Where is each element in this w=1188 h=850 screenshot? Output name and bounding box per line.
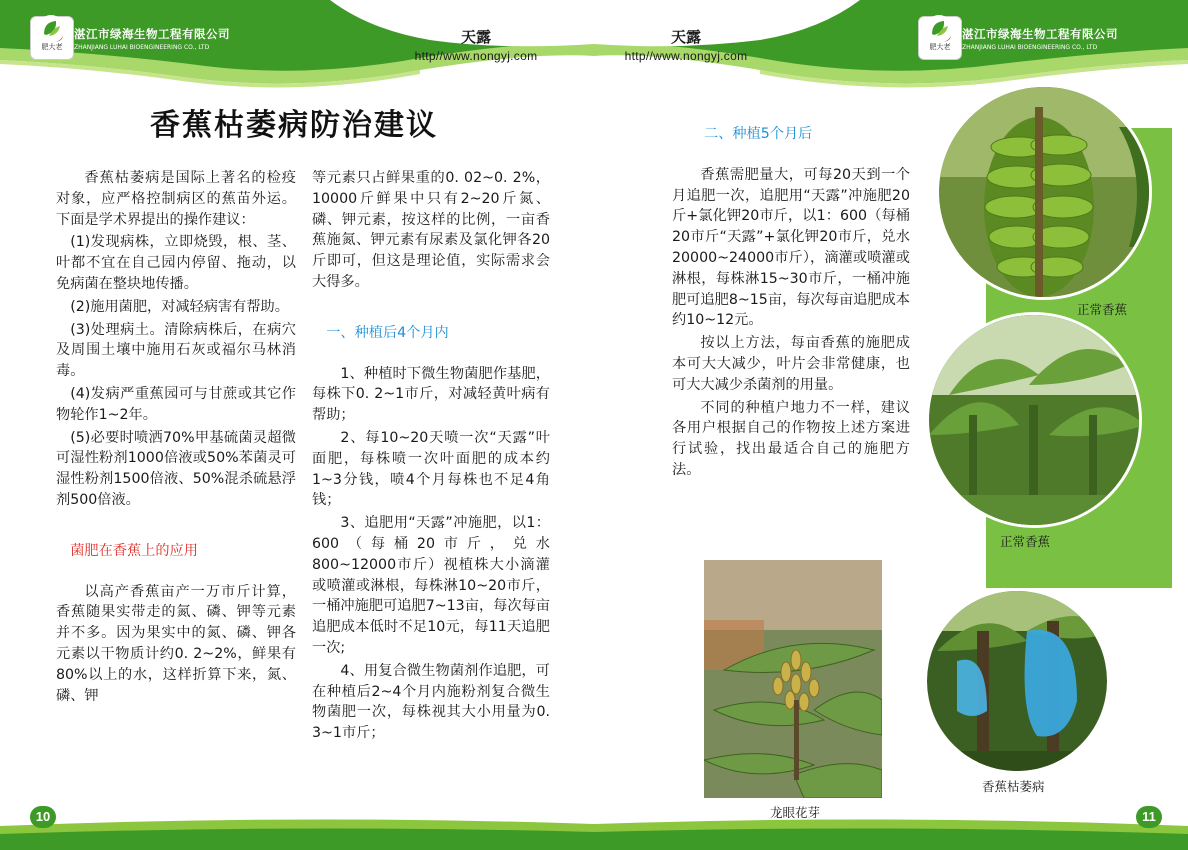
advice-item: (3)处理病土。清除病株后，在病穴及周围土壤中施用石灰或福尔马林消毒。	[56, 321, 296, 380]
section-heading: 二、种植5个月后	[704, 126, 813, 142]
advice-item: (1)发现病株，立即烧毁，根、茎、叶都不宜在自己园内停留、拖动，以免病菌在整块地传播。	[56, 234, 296, 292]
company-name-en: ZHANJIANG LUHAI BIOENGINEERING CO., LTD	[74, 43, 210, 51]
brand-block-left	[30, 14, 230, 62]
step-item: 2、每10~20天喷一次“天露”叶面肥，每株喷一次叶面肥的成本约1~3分钱，喷4个月每株也不足4角钱；	[312, 429, 550, 509]
banana-bunch-photo	[936, 84, 1152, 300]
advice-item: (2)施用菌肥，对减轻病害有帮助。	[70, 298, 289, 315]
brand-title: 天露	[460, 28, 491, 46]
body-paragraph: 香蕉需肥量大，可每20天到一个月追肥一次，追肥用“天露”冲施肥20斤+氯化钾20市斤，以1：600（每桶20市斤“天露”+氯化钾20市斤，兑水20000~24000市斤），滴灌或喷灌或淋根，每株淋15~30市斤，一桶冲施肥可追肥8~15亩，每次每亩追肥成本约10~12元。	[672, 166, 910, 329]
advice-item: (5)必要时喷洒70%甲基硫菌灵超微可湿性粉剂1000倍液或50%苯菌灵可湿性粉剂1500倍液、50%混杀硫悬浮剂500倍液。	[56, 429, 296, 508]
photo-caption: 香蕉枯萎病	[982, 779, 1045, 794]
brand-title: 天露	[670, 28, 701, 46]
step-item: 4、用复合微生物菌剂作追肥，可在种植后2~4个月内施粉剂复合微生物菌肥一次，每株视其大小用量为0. 3~1市斤；	[312, 662, 550, 742]
page-header	[0, 0, 1188, 92]
body-paragraph: 按以上方法，每亩香蕉的施肥成本可大大减少，叶片会非常健康，也可大大减少杀菌剂的用量。	[672, 335, 910, 393]
mascot-label: 肥大老	[41, 43, 63, 51]
advice-item: (4)发病严重蕉园可与甘蔗或其它作物轮作1~2年。	[56, 385, 296, 423]
header-center-right	[586, 26, 786, 63]
section-heading: 菌肥在香蕉上的应用	[70, 542, 198, 559]
leaf-logo-icon	[36, 14, 66, 44]
intro-paragraph: 香蕉枯萎病是国际上著名的检疫对象，应严格控制病区的蕉苗外运。下面是学术界提出的操作建议：	[56, 170, 296, 228]
longan-bud-photo	[704, 560, 882, 798]
page-number-right: 11	[1136, 806, 1162, 828]
photo-caption: 正常香蕉	[1077, 302, 1128, 317]
brand-block-right	[918, 14, 1118, 62]
company-name-cn: 湛江市绿海生物工程有限公司	[962, 26, 1118, 41]
mascot-label: 肥大老	[929, 43, 951, 51]
right-column	[672, 118, 910, 483]
step-item: 3、追肥用“天露”冲施肥，以1：600（每桶20市斤，兑水800~12000市斤）视植株大小滴灌或喷灌或淋根，每株淋10~20市斤，一桶冲施肥可追肥7~13亩，每次每亩追肥成本低时不足10元，每11天追肥一次;	[312, 515, 550, 656]
left-column-2	[312, 168, 550, 746]
photo-caption: 龙眼花芽	[770, 805, 821, 820]
section-heading: 一、种植后4个月内	[326, 324, 449, 341]
leaf-logo-icon	[924, 14, 954, 44]
step-item: 1、种植时下微生物菌肥作基肥，每株下0. 2~1市斤，对减轻黄叶病有帮助；	[312, 365, 550, 424]
footer-wave-band	[0, 812, 1188, 850]
body-paragraph: 不同的种植户地力不一样，建议各用户根据自己的作物按上述方案进行试验，找出最适合自己的施肥方法。	[672, 399, 910, 478]
header-center-left	[376, 26, 576, 63]
banana-field-photo	[926, 312, 1142, 528]
continued-paragraph: 等元素只占鲜果重的0. 02~0. 2%，10000斤鲜果中只有2~20斤氮、磷、钾元素，按这样的比例，一亩香蕉施氮、钾元素有尿素及氯化钾各20斤即可，但这是理论值，实际需求会大得多。	[312, 170, 550, 290]
website-url: http//www.nongyj.com	[624, 49, 748, 63]
section-paragraph: 以高产香蕉亩产一万市斤计算，香蕉随果实带走的氮、磷、钾等元素并不多。因为果实中的氮、磷、钾各元素以干物质计约0. 2~2%，鲜果有80%以上的水，这样折算下来，氮、磷、钾	[56, 583, 296, 704]
page-number-left: 10	[30, 806, 56, 828]
left-column-1	[56, 168, 296, 708]
photo-caption: 正常香蕉	[1000, 534, 1051, 549]
diseased-banana-photo	[924, 588, 1110, 774]
company-name-en: ZHANJIANG LUHAI BIOENGINEERING CO., LTD	[962, 43, 1098, 51]
website-url: http//www.nongyj.com	[414, 49, 538, 63]
company-name-cn: 湛江市绿海生物工程有限公司	[74, 26, 230, 41]
article-title: 香蕉枯萎病防治建议	[150, 108, 438, 143]
